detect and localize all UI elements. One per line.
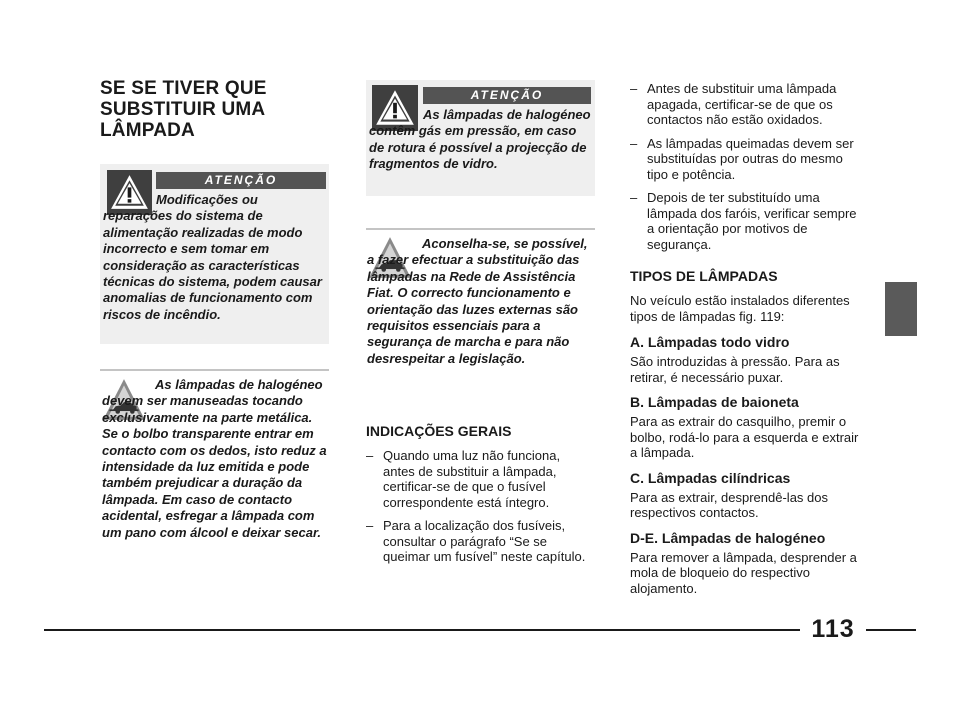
- lamp-type-desc: São introduzidas à pressão. Para as retirar, é necessário puxar.: [630, 354, 840, 385]
- note-halogen-handling: As lâmpadas de halogéneo devem ser manuseadas tocando exclusivamente na parte metálica. Se o bolbo transparente entrar em contacto com os dedos, isto reduz a intensidade da luz emitida e pode também prejudicar a duração da lâmpada. Em caso de contacto acidental, esfregar a lâmpada com um pano com álcool e deixar secar.: [102, 377, 327, 540]
- lamp-type-desc: Para as extrair do casquilho, premir o bolbo, rodá-lo para a esquerda e extrair a lâmpada.: [630, 414, 859, 460]
- page-title: SE SE TIVER QUE SUBSTITUIR UMA LÂMPADA: [100, 78, 267, 141]
- warning-text: As lâmpadas de halogéneo contêm gás em pressão, em caso de rotura é possível a projecção de fragmentos de vidro.: [369, 107, 591, 172]
- warning-text: Modificações ou reparações do sistema de alimentação realizadas de modo incorrecto e sem tomar em consideração as características técnicas do sistema, podem causar anomalias de funcionamento com riscos de incêndio.: [103, 192, 322, 322]
- list-item: – Depois de ter substituído uma lâmpada dos faróis, verificar sempre a orientação por motivos de segurança.: [630, 190, 862, 252]
- types-intro: No veículo estão instalados diferentes tipos de lâmpadas fig. 119:: [630, 293, 850, 324]
- lamp-type-desc: Para remover a lâmpada, desprender a mola de bloqueio do respectivo alojamento.: [630, 549, 857, 596]
- right-list: [630, 81, 862, 260]
- footer-rule-right: [866, 629, 916, 631]
- section-thumb-tab: [885, 282, 917, 336]
- note-assistance: Aconselha-se, se possível, a fazer efectuar a substituição das lâmpadas na Rede de Assistência Fiat. O correcto funcionamento e orientação das luzes externas são requisitos essenciais para a segurança de marcha e para não desrespeitar a legislação.: [367, 236, 588, 366]
- footer-rule-left: [44, 629, 800, 631]
- lamp-type-name: C. Lâmpadas cilíndricas: [630, 469, 791, 486]
- section-heading-types: TIPOS DE LÂMPADAS: [630, 268, 778, 284]
- list-item: – Quando uma luz não funciona, antes de substituir a lâmpada, certificar-se de que o fusível correspondente está íntegro.: [366, 448, 588, 510]
- lamp-type-desc: Para as extrair, desprendê-las dos respectivos contactos.: [630, 489, 828, 520]
- list-item: – As lâmpadas queimadas devem ser substituídas por outras do mesmo tipo e potência.: [630, 136, 862, 183]
- lamp-type-name: B. Lâmpadas de baioneta: [630, 394, 799, 410]
- lamp-type-name: D-E. Lâmpadas de halogéneo: [630, 529, 826, 546]
- section-heading-general: INDICAÇÕES GERAIS: [366, 423, 512, 439]
- page-number: 113: [811, 615, 855, 643]
- warning-banner: ATENÇÃO: [423, 87, 591, 104]
- lamp-type-name: A. Lâmpadas todo vidro: [630, 334, 790, 350]
- list-item: – Antes de substituir uma lâmpada apagada, certificar-se de que os contactos não estão oxidados.: [630, 81, 862, 128]
- general-list: [366, 448, 588, 573]
- warning-box-halogen-pressure: [366, 80, 595, 196]
- warning-box-fuel-system: [100, 164, 329, 344]
- warning-banner: ATENÇÃO: [156, 172, 326, 189]
- note-divider: [100, 369, 329, 371]
- list-item: – Para a localização dos fusíveis, consultar o parágrafo “Se se queimar um fusível” neste capítulo.: [366, 518, 588, 565]
- lamp-types: [630, 334, 866, 596]
- note-divider: [366, 228, 595, 230]
